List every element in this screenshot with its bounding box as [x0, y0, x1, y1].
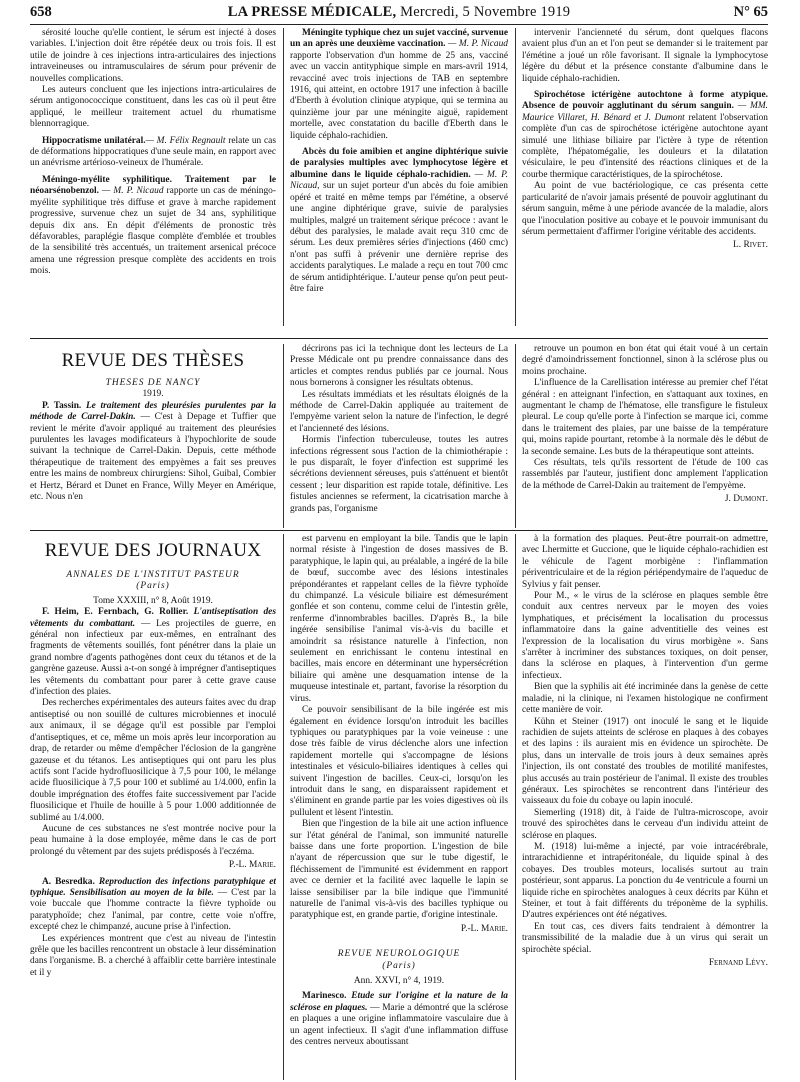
- article-title: Etude sur l'origine et la nature de la sclérose en plaques.: [290, 991, 508, 1013]
- article-title: Abcès du foie amibien et angine diphtérique suivie de paralysies multiples avec lymphocytose légère et albumine dans le liquide céphalo-rachidien.: [290, 147, 508, 180]
- article-text: Les expériences montrent que c'est au niveau de l'intestin grêle que les bacilles rencontrent un obstacle à leur dissémination dans l'organisme. B. a cherché à affaiblir cette barrière intestinale et il y: [30, 933, 276, 978]
- article-text: , sur un sujet porteur d'un abcès du foie amibien opéré et traité en même temps par l'émétine, a observé une angine diphtérique grave, suivie de paralysies multiples, malgré un traitement sérique précoce : avant le début des paralysies, le malade avait reçu 310 cmc de sérum. Les deux premières séries d'injections (460 cmc) n'ont pas suffi à prévenir une dernière reprise des accidents paralytiques. Le malade a reçu en tout 700 cmc de sérum antidiphtérique. L'auteur pense qu'on peut peut-être faire: [290, 181, 508, 294]
- article-title: Hippocratisme unilatéral.: [42, 135, 146, 146]
- article-text: Hormis l'infection tuberculeuse, toutes les autres infections régressent sous l'action de la chimiothérapie : le pus disparaît, le foyer d'infection est supprimé les sécrétions deviennent séreuses, puis s'atténuent et bientôt cessent ; leur disparition est rapide totale, définitive. Les fistules anciennes se referment, la cicatrisation marche à grands pas, l'organisme: [290, 435, 508, 514]
- paragraph: [290, 147, 508, 295]
- paragraph: [30, 85, 276, 131]
- theses-subtitle: THÈSES DE NANCY: [105, 378, 201, 388]
- article-title: Méningite typhique chez un sujet vacciné, survenue un an après une deuxième vaccination.: [290, 28, 508, 50]
- article-text: M. (1918) lui-même a injecté, par voie intracérébrale, intrarachidienne et intrapéritonéale, du liquide spinal à des cobayes. Des troubles moteurs, localisés surtout au train postérieur, sont apparus. La ponction du 4e ventricule a fourni un liquide riche en spirochètes analogues à ceux décrits par Kühn et Steiner, et tout à fait différents du tréponème de la syphilis. D'autres expériences ont été négatives.: [522, 841, 768, 921]
- journal-tome: Tome XXXIII, n° 8, Août 1919.: [93, 595, 213, 606]
- article-text: Les résultats immédiats et les résultats éloignés de la méthode de Carrel-Dakin appliquée au traitement de l'empyème varient selon la nature de l'infection, le degré et l'ancienneté des lésions.: [290, 389, 508, 434]
- paragraph: [522, 922, 768, 956]
- journaux-column-3: [522, 534, 768, 1080]
- paragraph: [522, 534, 768, 591]
- article-text: relatent l'observation complète d'un cas de spirochétose ictérigène autochtone ayant simulé une lithiase biliaire par l'ictère à type de rétention complète, l'hépatomégalie, les douleurs et la dilatation vésiculaire, le peu d'intensité des réactions cliniques et de la courbe thermique caractéristiques, de la spirochétose.: [522, 112, 768, 180]
- paragraph: [290, 991, 508, 1048]
- article-authors: — M. Félix Regnault: [145, 135, 226, 146]
- journal-city: (Paris): [136, 581, 170, 592]
- paragraph: [290, 534, 508, 705]
- theses-column-1: [30, 378, 276, 528]
- neuro-journal-city: (Paris): [382, 960, 416, 971]
- paragraph: [30, 698, 276, 823]
- author-signature: P.-L. Marie.: [228, 860, 276, 871]
- journaux-section-title: REVUE DES JOURNAUX: [44, 540, 262, 561]
- article-text: intervenir l'ancienneté du sérum, dont quelques flacons avaient plus d'un an et l'on peut se demander si le traitement par l'émétine a joué un rôle favorisant. Il signale la lymphocytose légère du début et la présence constante d'albumine dans le liquide céphalo-rachidien.: [522, 28, 768, 84]
- article-text: Des recherches expérimentales des auteurs faites avec du drap antiseptisé ou non souillé de cultures microbiennes et inoculé aux animaux, il se dégage qu'il est possible par l'emploi d'antiseptiques, et ce, même un mois après leur incorporation au drap, de retarder ou même d'empêcher l'éclosion de la gangrène gazeuse et du tétanos. Les antiseptiques qui ont paru les plus actifs sont l'acide hydrofluosilicique à 7,5 pour 100, le mélange acide fluosilicique à 7,5 pour 100 et sublimé au 1/4.000, enfin la double imprégnation des étoffes faite successivement par l'acide fluosilicique et l'huile de houille à 5 pour 1.000 additionnée de sublimé au 1/4.000.: [30, 698, 276, 823]
- article-authors: — MM. Maurice Villaret, H. Bénard et J. Dumont: [522, 101, 768, 123]
- article-authors: — M. P. Nicaud: [445, 39, 508, 50]
- paragraph: [290, 390, 508, 436]
- article-authors: — M. P. Nicaud: [99, 186, 164, 197]
- paragraph: [522, 717, 768, 808]
- neuro-journal-tome: Ann. XXVI, n° 4, 1919.: [353, 976, 445, 987]
- article-text: — Les projectiles de guerre, en général non infectieux par eux-mêmes, en entraînant des fragments de vêtements souillés, font pénétrer dans la plaie un grand nombre d'agents pathogènes dont ceux du tétanos et de la gangrène gazeuse. Aussi a-t-on songé à imprégner d'antiseptiques les vêtements du combattant pour parer à cette grave cause d'infection des plaies.: [30, 618, 276, 698]
- paragraph: [30, 824, 276, 858]
- article-authors: — M. P. Nicaud: [290, 169, 508, 192]
- article-text: L'influence de la Carellisation intéresse au premier chef l'état général : en atteignant l'infection, en s'attaquant aux toxines, en augmentant le champ de l'hématose, elle transfigure le fistuleux pleural. Le coup qu'elle porte à l'infection se marque ici, comme dans le traitement des plaies, par une baisse de la température qui, moins rapide pourtant, retombe à la normale dès le début de la seconde semaine. Les buts de la thérapeutique sont atteints.: [522, 378, 768, 457]
- article-text: est parvenu en employant la bile. Tandis que le lapin normal résiste à l'ingestion de doses massives de B. paratyphique, le lapin qui, au préalable, a ingéré de la bile de bœuf, succombe avec des lésions intestinales prépondérantes et rappelant celles de la fièvre typhoïde du chimpanzé. La vésicule biliaire est démesurément gonflée et son contenu, comme celui de l'intestin grêle, renferme d'innombrables bacilles. D'après B., la bile ingérée sensibilise l'animal vis-à-vis du bacille et amoindrit sa résistance naturelle à l'infection, non seulement en enrichissant le contenu intestinal en bacilles, mais encore en déterminant une hypersécrétion biliaire qui amène une desquamation intense de la muqueuse intestinale et, partant, favorise la résorption du virus.: [290, 534, 508, 704]
- article-text: rapporte l'observation d'un homme de 25 ans, vacciné avec un vaccin antityphique simple en mars-avril 1914, revacciné avec trois injections de TAB en septembre 1916, qui atteint, en octobre 1917 une infection à bacille d'Eberth à évolution clinique atypique, qui se termina au quinzième jour par une méningite aiguë, rapidement mortelle, avec constatation du bacille d'Eberth dans le liquide céphalo-rachidien.: [290, 50, 508, 141]
- column-rule: [515, 28, 516, 326]
- column-rule: [283, 28, 284, 326]
- theses-year: 1919.: [142, 389, 164, 400]
- section-rule: [30, 530, 768, 531]
- article-text: retrouve un poumon en bon état qui était voué à un certain degré d'amoindrissement fonctionnel, sinon à la sclérose plus ou moins prochaine.: [522, 344, 768, 377]
- journaux-column-2: [290, 534, 508, 1080]
- running-header: [30, 4, 768, 24]
- article-text: Les auteurs concluent que les injections intra-articulaires de sérum antigonococcique constituent, dans les cas où il peut être appliqué, le meilleur traitement actuel du rhumatisme blennorragique.: [30, 85, 276, 130]
- issue-number: N° 65: [733, 4, 768, 20]
- neuro-journal-title: REVUE NEUROLOGIQUE: [337, 949, 461, 960]
- top-column-3: [522, 28, 768, 328]
- paragraph: [522, 808, 768, 842]
- article-author: P. Tassin.: [42, 400, 82, 411]
- header-rule: [30, 24, 768, 25]
- paragraph: [522, 591, 768, 682]
- article-text: — C'est à Depage et Tuffier que revient le mérite d'avoir appliqué au traitement des pleurésies purulentes les lavages modificateurs à l'hypochlorite de soude suivant la technique de Carrel-Dakin. Depuis, cette méthode thérapeutique de traitement des empyèmes a fait ses preuves entre les mains de nombreux chirurgiens: Sihol, Guibal, Combier et Hertz, Bérard et Dunet en France, Willy Meyer en Amérique, etc. Nous n'en: [30, 412, 276, 503]
- journaux-column-1: [30, 568, 276, 1080]
- section-signature: J. Dumont.: [724, 494, 768, 505]
- article-text: sérosité louche qu'elle contient, le sérum est injecté à doses variables. L'injection doit être répétée deux ou trois fois. Il est utile de joindre à ces injections intra-articulaires des injections intraveineuses ou intramusculaires de sérum pour prévenir de nouvelles complications.: [30, 28, 276, 84]
- journal-title: [30, 4, 768, 21]
- article-author: A. Besredka.: [42, 876, 95, 887]
- author-signature: P.-L. Marie.: [460, 923, 508, 934]
- paragraph: [522, 181, 768, 238]
- column-rule: [283, 534, 284, 1080]
- theses-column-2: [290, 344, 508, 528]
- article-text: En tout cas, ces divers faits tendraient à démontrer la transmissibilité de la maladie due à un virus qui serait un spirochète spécial.: [522, 921, 768, 955]
- paragraph: [30, 877, 276, 934]
- paragraph: [522, 90, 768, 181]
- column-rule: [515, 344, 516, 528]
- paragraph: [522, 344, 768, 378]
- paragraph: [30, 934, 276, 980]
- column-rule: [283, 344, 284, 528]
- paragraph: [522, 682, 768, 716]
- article-text: Aucune de ces substances ne s'est montrée nocive pour la peau humaine à la dose employée, même dans le cas de port prolongé du vêtement par des sujets prédisposés à l'eczéma.: [30, 823, 276, 857]
- section-signature: L. Rivet.: [733, 240, 768, 251]
- paragraph: [30, 175, 276, 278]
- article-author: Marinesco.: [302, 991, 347, 1002]
- journal-subtitle: ANNALES DE L'INSTITUT PASTEUR: [66, 570, 240, 580]
- article-text: Kühn et Steiner (1917) ont inoculé le sang et le liquide rachidien de sujets atteints de sclérose en plaques à des cobayes et des lapins : ils auraient mis en évidence un spirochète. De plus, dans un intervalle de trois jours à deux semaines après l'injection, ils ont constaté des troubles de motilité manifestes, plus accusés au train postérieur de l'animal. Il existe des troubles généraux. Les spirochètes se rencontrent dans l'intérieur des vaisseaux du foie du cobaye ou lapin inoculé.: [522, 716, 768, 807]
- article-text: Bien que la syphilis ait été incriminée dans la genèse de cette maladie, ni la clinique, ni l'examen histologique ne confirment cette manière de voir.: [522, 682, 768, 716]
- article-text: — Marie a démontré que la sclérose en plaques a une origine inflammatoire vasculaire due à un agent infectieux. Il s'agit d'une inflammation diffuse des centres nerveux aboutissant: [290, 1002, 508, 1048]
- article-title: Spirochétose ictérigène autochtone à forme atypique. Absence de pouvoir agglutinant du sérum sanguin.: [522, 90, 768, 112]
- article-text: Ce pouvoir sensibilisant de la bile ingérée est mis également en évidence lorsqu'on introduit les bacilles typhiques ou paratyphiques par la voie veineuse : une dose très faible de virus déclenche alors une infection rapidement mortelle qui s'accompagne de lésions intestinales et vésiculo-biliaires identiques à celles qui suivent l'ingestion de bacilles. Ceux-ci, lorsqu'on les introduit dans le sang, en disparaissent rapidement et s'éliminent en grande partie par les voies digestives où ils pullulent et lèsent l'intestin.: [290, 705, 508, 818]
- article-title: Le traitement des pleurésies purulentes par la méthode de Carrel-Dakin.: [30, 400, 276, 423]
- paragraph: [30, 401, 276, 504]
- column-rule: [515, 534, 516, 1080]
- paragraph: [290, 819, 508, 922]
- paragraph: [30, 607, 276, 698]
- paragraph: [522, 458, 768, 492]
- paragraph: [290, 435, 508, 515]
- journal-name: LA PRESSE MÉDICALE,: [227, 4, 397, 20]
- article-text: Pour M., « le virus de la sclérose en plaques semble être conduit aux centres nerveux par le moyen des voies lymphatiques, et précisément la localisation du processus inflammatoire dans la gaine adventitielle des veines est l'expression de la localisation du virus morbigène ». Sans s'arrêter à incriminer des substances toxiques, on doit penser, dans la sclérose en plaques, à l'intervention d'un germe infectieux.: [522, 591, 768, 681]
- paragraph: [522, 378, 768, 458]
- article-text: rapporte un cas de méningo-myélite syphilitique très diffuse et grave à marche rapidement progressive, survenue chez un sujet de 34 ans, syphilitique depuis dix ans. En dépit d'éléments de pronostic très défavorables, paraplégie flasque complète d'emblée et troubles de la sensibilité très accentués, un traitement arsenical précoce amena une régression presque complète des accidents en trois mois.: [30, 186, 276, 277]
- paragraph: [30, 28, 276, 85]
- article-text: relate un cas de déformations hippocratiques d'une seule main, en rapport avec un anévrisme artérioso-veineux de l'humérale.: [30, 135, 276, 169]
- article-title: L'antiseptisation des vêtements du combattant.: [30, 607, 276, 629]
- article-text: — C'est par la voie buccale que l'homme contracte la fièvre typhoïde ou paratyphoïde; chez l'animal, par contre, cette voie n'offre, excepté chez le chimpanzé, aucune prise à l'infection.: [30, 887, 276, 933]
- theses-section-title: REVUE DES THÈSES: [61, 350, 245, 371]
- paragraph: [522, 842, 768, 922]
- paragraph: [290, 344, 508, 390]
- article-text: Ces résultats, tels qu'ils ressortent de l'étude de 100 cas rassemblés par l'auteur, justifient donc amplement l'application de la méthode de Carrel-Dakin au traitement de l'empyème.: [522, 458, 768, 491]
- article-author: F. Heim, E. Fernbach, G. Rollier.: [42, 607, 189, 618]
- article-text: à la formation des plaques. Peut-être pourrait-on admettre, avec Lhermitte et Guccione, que le liquide céphalo-rachidien est le véhicule de l'agent morbigène : l'inflammation périventriculaire et de la région périépendymaire de l'aqueduc de Sylvius y fait penser.: [522, 534, 768, 590]
- paragraph: [290, 28, 508, 142]
- article-text: décrirons pas ici la technique dont les lecteurs de La Presse Médicale ont pu prendre connaissance dans des articles et comptes rendus publiés par ce journal. Nous nous bornerons à consigner les résultats obtenus.: [290, 344, 508, 389]
- theses-column-3: [522, 344, 768, 528]
- section-rule: [30, 338, 768, 339]
- section-signature: Fernand Lévy.: [708, 958, 768, 969]
- article-title: Méningo-myélite syphilitique. Traitement par le néoarsénobenzol.: [30, 174, 276, 197]
- top-column-2: [290, 28, 508, 328]
- paragraph: [522, 28, 768, 85]
- article-text: Bien que l'ingestion de la bile ait une action influence sur l'état général de l'animal, son immunité naturelle baisse dans une forte proportion. L'ingestion de bile n'ayant de répercussion que sur le tube digestif, le fléchissement de l'immunité est évidemment en rapport avec ce dernier et la facilité avec laquelle le lapin se laisse sensibiliser par la bile indique que l'immunité naturelle de l'animal vis-à-vis des bacilles typhique ou paratyphique est, en grande partie, d'origine intestinale.: [290, 819, 508, 921]
- issue-date: Mercredi, 5 Novembre 1919: [400, 4, 571, 20]
- page-number: 658: [30, 4, 52, 20]
- paragraph: [30, 136, 276, 170]
- article-title: Reproduction des infections paratyphique et typhique. Sensibilisation au moyen de la bile.: [30, 876, 276, 898]
- article-text: Au point de vue bactériologique, ce cas présenta cette particularité de n'avoir jamais présenté de pouvoir agglutinant du sérum sanguin, même à une période avancée de la maladie, alors que l'inoculation positive au cobaye et le pouvoir immunisant du sérum permettaient d'affirmer l'origine véritable des accidents.: [522, 181, 768, 237]
- article-text: Siemerling (1918) dit, à l'aide de l'ultra-microscope, avoir trouvé des spirochètes dans le cerveau d'un individu atteint de sclérose en plaques.: [522, 807, 768, 841]
- top-column-1: [30, 28, 276, 328]
- paragraph: [290, 705, 508, 819]
